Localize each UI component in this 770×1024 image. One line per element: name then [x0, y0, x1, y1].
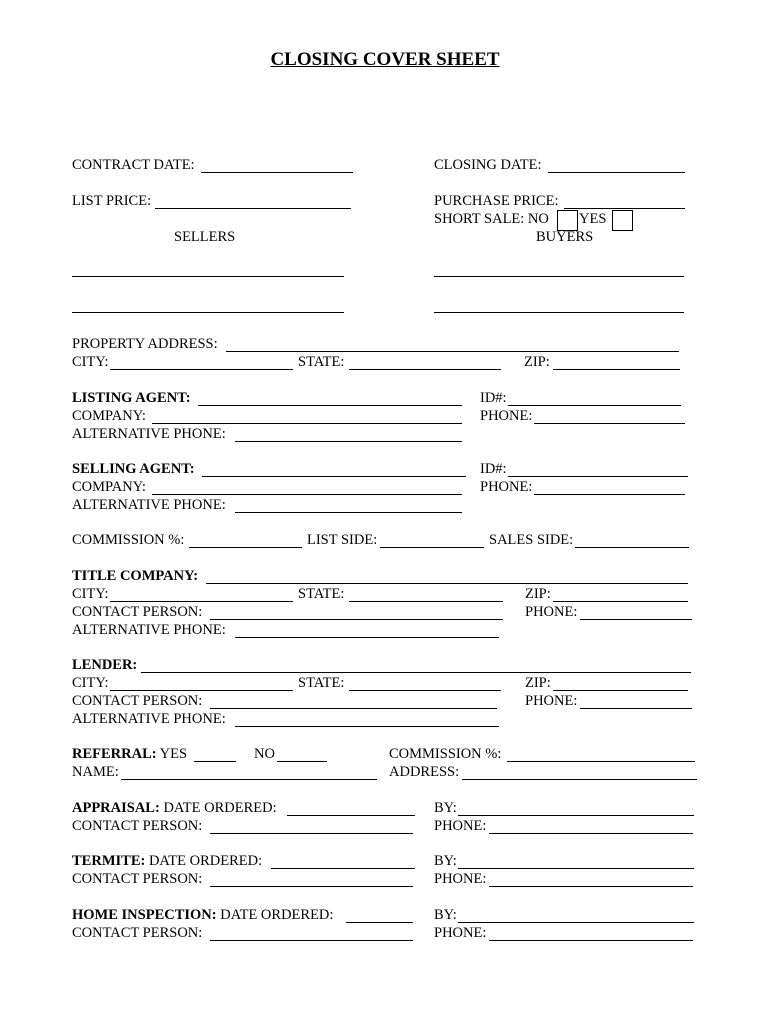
lender-label: LENDER: [72, 657, 138, 673]
purchase-price-field[interactable] [564, 208, 685, 209]
commission-label: COMMISSION %: [72, 532, 185, 548]
property-address-label: PROPERTY ADDRESS: [72, 336, 218, 352]
list-side-field[interactable] [380, 547, 484, 548]
lender-phone-field[interactable] [580, 708, 692, 709]
home-inspection-date-ordered-label: DATE ORDERED: [216, 907, 334, 923]
property-zip-field[interactable] [553, 369, 680, 370]
property-city-field[interactable] [110, 369, 293, 370]
selling-company-label: COMPANY: [72, 479, 146, 495]
contract-date-field[interactable] [201, 172, 353, 173]
referral-no-label: NO [254, 746, 275, 762]
selling-agent-label: SELLING AGENT: [72, 461, 195, 477]
selling-agent-field[interactable] [202, 476, 466, 477]
referral-address-field[interactable] [462, 779, 697, 780]
form-title: CLOSING COVER SHEET [270, 49, 500, 70]
termite-contact-field[interactable] [210, 886, 413, 887]
lender-phone-label: PHONE: [525, 693, 578, 709]
property-state-field[interactable] [349, 369, 501, 370]
referral-row [72, 745, 187, 763]
list-price-label: LIST PRICE: [72, 193, 152, 209]
lender-city-label: CITY: [72, 675, 109, 691]
seller-2-field[interactable] [72, 312, 344, 313]
termite-phone-label: PHONE: [434, 871, 487, 887]
closing-date-field[interactable] [548, 172, 685, 173]
home-inspection-phone-field[interactable] [489, 940, 693, 941]
sales-side-label: SALES SIDE: [489, 532, 574, 548]
lender-state-field[interactable] [349, 690, 501, 691]
title-contact-label: CONTACT PERSON: [72, 604, 203, 620]
lender-state-label: STATE: [298, 675, 345, 691]
list-side-label: LIST SIDE: [307, 532, 378, 548]
selling-agent-id-label: ID#: [480, 461, 507, 477]
referral-yes-field[interactable] [194, 761, 236, 762]
property-city-label: CITY: [72, 354, 109, 370]
referral-commission-label: COMMISSION %: [389, 746, 502, 762]
buyers-heading: BUYERS [536, 229, 594, 245]
title-phone-field[interactable] [580, 619, 692, 620]
referral-no-field[interactable] [277, 761, 327, 762]
title-zip-label: ZIP: [525, 586, 551, 602]
termite-date-field[interactable] [271, 868, 415, 869]
property-state-label: STATE: [298, 354, 345, 370]
contract-date-label: CONTRACT DATE: [72, 157, 195, 173]
title-alt-phone-field[interactable] [235, 637, 499, 638]
lender-zip-field[interactable] [553, 690, 688, 691]
property-zip-label: ZIP: [524, 354, 550, 370]
termite-date-ordered-label: DATE ORDERED: [145, 853, 263, 869]
short-sale-yes-label: YES [579, 211, 607, 227]
selling-alt-phone-field[interactable] [235, 512, 462, 513]
referral-label: REFERRAL: [72, 746, 157, 762]
title-company-label: TITLE COMPANY: [72, 568, 199, 584]
title-city-field[interactable] [110, 601, 293, 602]
home-inspection-by-field[interactable] [458, 922, 694, 923]
home-inspection-contact-field[interactable] [210, 940, 413, 941]
list-price-field[interactable] [155, 208, 351, 209]
appraisal-contact-field[interactable] [210, 833, 413, 834]
listing-agent-id-field[interactable] [508, 405, 681, 406]
appraisal-contact-label: CONTACT PERSON: [72, 818, 203, 834]
title-state-label: STATE: [298, 586, 345, 602]
appraisal-date-field[interactable] [287, 815, 415, 816]
property-address-field[interactable] [226, 351, 679, 352]
referral-name-field[interactable] [121, 779, 377, 780]
listing-agent-label: LISTING AGENT: [72, 390, 191, 406]
home-inspection-label: HOME INSPECTION: [72, 907, 217, 923]
home-inspection-row [72, 906, 333, 924]
appraisal-label: APPRAISAL: [72, 800, 160, 816]
lender-contact-label: CONTACT PERSON: [72, 693, 203, 709]
title-phone-label: PHONE: [525, 604, 578, 620]
referral-commission-field[interactable] [507, 761, 695, 762]
selling-phone-field[interactable] [534, 494, 685, 495]
lender-alt-phone-field[interactable] [235, 726, 499, 727]
appraisal-phone-label: PHONE: [434, 818, 487, 834]
listing-phone-field[interactable] [534, 423, 685, 424]
listing-agent-field[interactable] [198, 405, 462, 406]
lender-city-field[interactable] [110, 690, 293, 691]
termite-by-field[interactable] [458, 868, 694, 869]
buyer-1-field[interactable] [434, 276, 684, 277]
selling-agent-id-field[interactable] [508, 476, 688, 477]
appraisal-by-field[interactable] [458, 815, 694, 816]
termite-label: TERMITE: [72, 853, 146, 869]
title-city-label: CITY: [72, 586, 109, 602]
buyer-2-field[interactable] [434, 312, 684, 313]
title-state-field[interactable] [349, 601, 503, 602]
selling-alt-phone-label: ALTERNATIVE PHONE: [72, 497, 226, 513]
title-company-field[interactable] [206, 583, 688, 584]
listing-alt-phone-field[interactable] [235, 441, 462, 442]
appraisal-by-label: BY: [434, 800, 457, 816]
home-inspection-phone-label: PHONE: [434, 925, 487, 941]
referral-name-label: NAME: [72, 764, 119, 780]
selling-phone-label: PHONE: [480, 479, 533, 495]
appraisal-date-ordered-label: DATE ORDERED: [159, 800, 277, 816]
lender-zip-label: ZIP: [525, 675, 551, 691]
listing-company-label: COMPANY: [72, 408, 146, 424]
title-alt-phone-label: ALTERNATIVE PHONE: [72, 622, 226, 638]
listing-agent-id-label: ID#: [480, 390, 507, 406]
seller-1-field[interactable] [72, 276, 344, 277]
lender-field[interactable] [141, 672, 691, 673]
referral-address-label: ADDRESS: [389, 764, 460, 780]
listing-company-field[interactable] [152, 423, 462, 424]
sales-side-field[interactable] [575, 547, 689, 548]
purchase-price-label: PURCHASE PRICE: [434, 193, 559, 209]
commission-field[interactable] [189, 547, 302, 548]
selling-company-field[interactable] [152, 494, 462, 495]
termite-phone-field[interactable] [489, 886, 693, 887]
termite-by-label: BY: [434, 853, 457, 869]
home-inspection-date-field[interactable] [346, 922, 413, 923]
listing-phone-label: PHONE: [480, 408, 533, 424]
sellers-heading: SELLERS [174, 229, 236, 245]
termite-row [72, 852, 262, 870]
closing-date-label: CLOSING DATE: [434, 157, 542, 173]
listing-alt-phone-label: ALTERNATIVE PHONE: [72, 426, 226, 442]
short-sale-label: SHORT SALE: NO [434, 211, 549, 227]
lender-alt-phone-label: ALTERNATIVE PHONE: [72, 711, 226, 727]
short-sale-yes-checkbox[interactable] [612, 210, 633, 231]
lender-contact-field[interactable] [210, 708, 497, 709]
termite-contact-label: CONTACT PERSON: [72, 871, 203, 887]
referral-yes-label: YES [156, 746, 188, 762]
home-inspection-by-label: BY: [434, 907, 457, 923]
home-inspection-contact-label: CONTACT PERSON: [72, 925, 203, 941]
title-contact-field[interactable] [210, 619, 503, 620]
appraisal-row [72, 799, 277, 817]
appraisal-phone-field[interactable] [489, 833, 693, 834]
title-zip-field[interactable] [553, 601, 688, 602]
